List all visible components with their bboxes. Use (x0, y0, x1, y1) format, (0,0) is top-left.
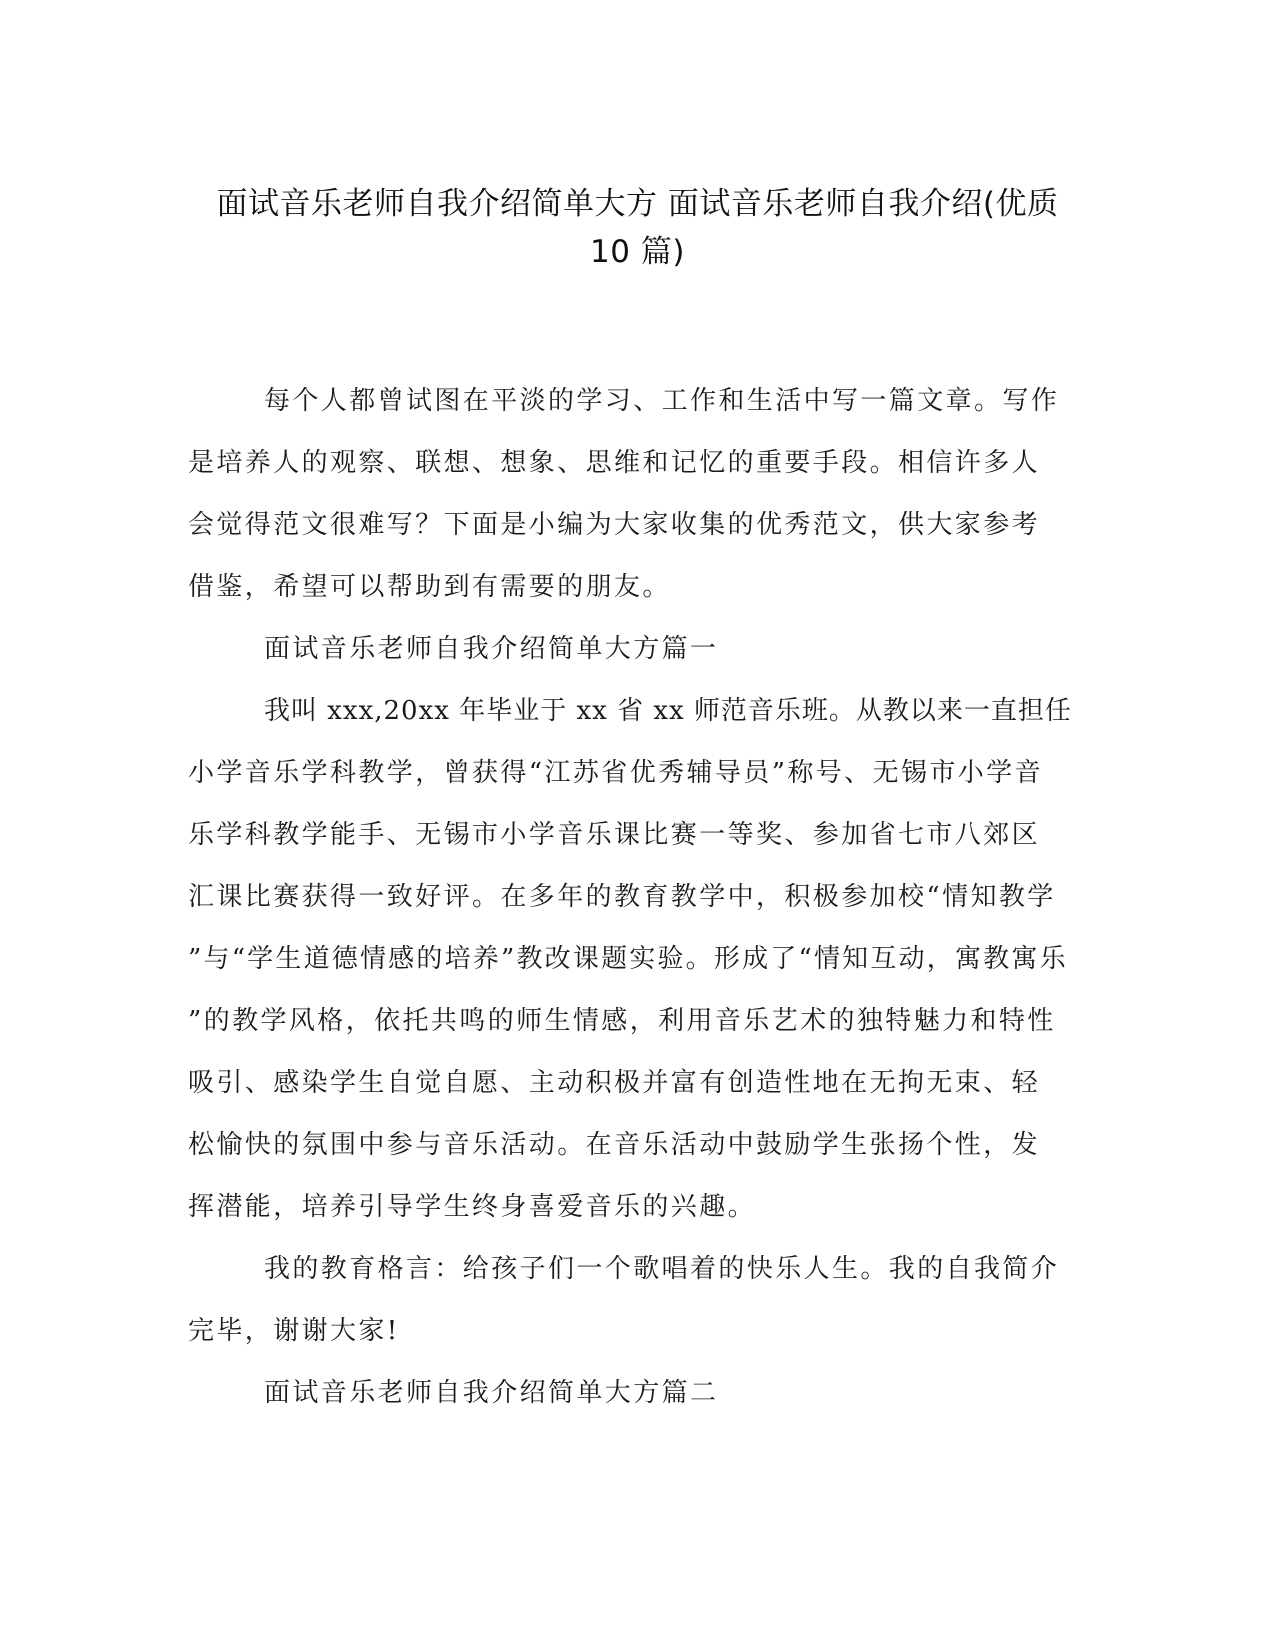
section-1-heading: 面试音乐老师自我介绍简单大方篇一 (264, 634, 719, 664)
document-body (188, 370, 1073, 1424)
intro-line-3: 会觉得范文很难写？下面是小编为大家收集的优秀范文，供大家参考 (188, 510, 1041, 540)
section-1-line-5: ”与“学生道德情感的培养”教改课题实验。形成了“情知互动，寓教寓乐 (188, 944, 1068, 974)
motto-line-1: 我的教育格言：给孩子们一个歌唱着的快乐人生。我的自我简介 (264, 1254, 1060, 1284)
section-1-line-7: 吸引、感染学生自觉自愿、主动积极并富有创造性地在无拘无束、轻 (188, 1068, 1041, 1098)
intro-line-4: 借鉴，希望可以帮助到有需要的朋友。 (188, 572, 671, 602)
document-title-line-1: 面试音乐老师自我介绍简单大方 面试音乐老师自我介绍(优质 (216, 186, 1059, 222)
motto-line-2: 完毕，谢谢大家! (188, 1316, 400, 1346)
intro-paragraph (188, 370, 1073, 618)
intro-line-1: 每个人都曾试图在平淡的学习、工作和生活中写一篇文章。写作 (264, 386, 1060, 416)
section-1-line-9: 挥潜能，培养引导学生终身喜爱音乐的兴趣。 (188, 1192, 757, 1222)
section-1-line-4: 汇课比赛获得一致好评。在多年的教育教学中，积极参加校“情知教学 (188, 882, 1056, 912)
document-title-line-2: 10 篇) (590, 234, 685, 270)
section-1-line-3: 乐学科教学能手、无锡市小学音乐课比赛一等奖、参加省七市八郊区 (188, 820, 1041, 850)
section-2-heading: 面试音乐老师自我介绍简单大方篇二 (264, 1378, 719, 1408)
intro-line-2: 是培养人的观察、联想、想象、思维和记忆的重要手段。相信许多人 (188, 448, 1041, 478)
document-title (150, 180, 1125, 276)
section-1-line-6: ”的教学风格，依托共鸣的师生情感，利用音乐艺术的独特魅力和特性 (188, 1006, 1056, 1036)
section-1-line-8: 松愉快的氛围中参与音乐活动。在音乐活动中鼓励学生张扬个性，发 (188, 1130, 1041, 1160)
section-1-line-2: 小学音乐学科教学，曾获得“江苏省优秀辅导员”称号、无锡市小学音 (188, 758, 1043, 788)
section-1-motto-paragraph (188, 1238, 1073, 1362)
section-1-line-1: 我叫 xxx,20xx 年毕业于 xx 省 xx 师范音乐班。从教以来一直担任 (264, 696, 1072, 726)
section-1-paragraph (188, 680, 1073, 1238)
